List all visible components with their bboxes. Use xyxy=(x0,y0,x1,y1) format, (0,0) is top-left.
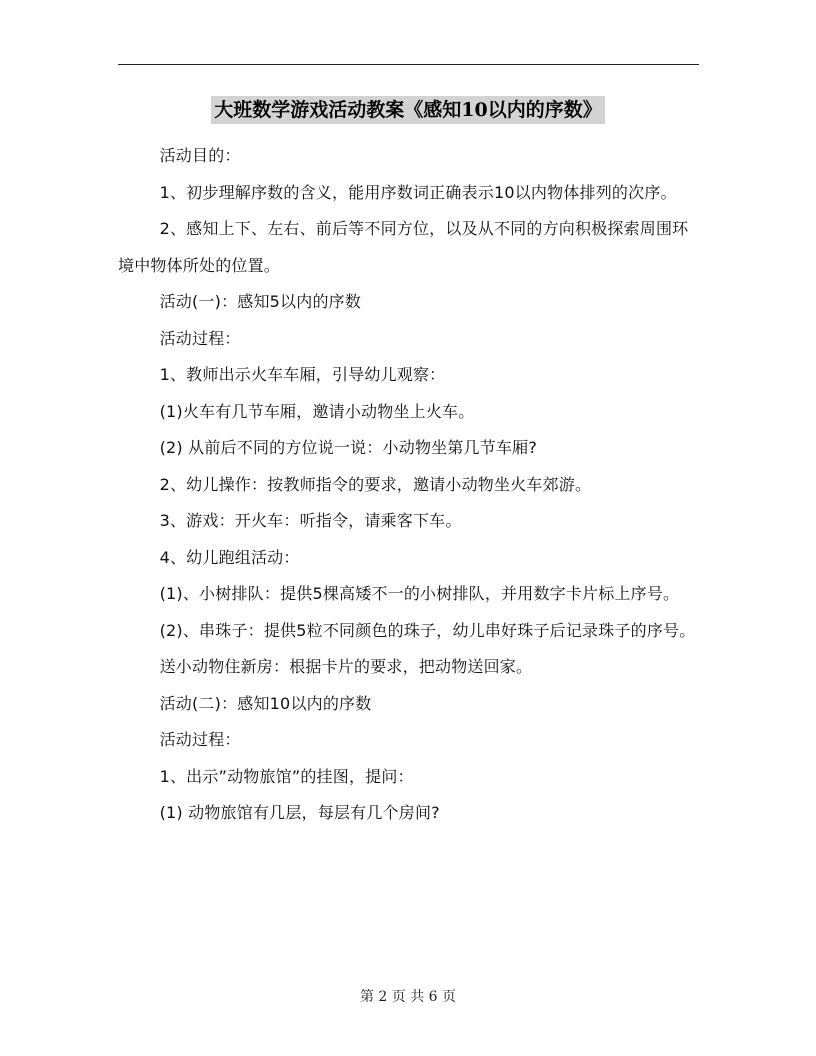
paragraph: 活动目的： xyxy=(159,146,241,165)
paragraph: 1、出示”动物旅馆”的挂图，提问： xyxy=(159,766,414,786)
paragraph: 活动过程： xyxy=(159,730,241,749)
paragraph: 2、感知上下、左右、前后等不同方位，以及从不同的方向积极探索周围环境中物体所处的位置。 xyxy=(118,219,689,275)
paragraph: 活动过程： xyxy=(159,328,241,348)
paragraph: 送小动物住新房：根据卡片的要求，把动物送回家。 xyxy=(159,657,533,676)
title-block xyxy=(0,96,816,124)
document-body xyxy=(118,138,699,832)
paragraph: (1)火车有几节车厢，邀请小动物坐上火车。 xyxy=(159,401,475,421)
paragraph: 1、教师出示火车车厢，引导幼儿观察： xyxy=(159,365,446,384)
page-number-footer: 第 2 页 共 6 页 xyxy=(359,989,457,1005)
header-rule xyxy=(118,64,699,65)
paragraph: (1)、小树排队：提供5棵高矮不一的小树排队，并用数字卡片标上序号。 xyxy=(159,584,680,603)
paragraph: 1、初步理解序数的含义，能用序数词正确表示10以内物体排列的次序。 xyxy=(159,182,677,202)
document-title: 大班数学游戏活动教案《感知10以内的序数》 xyxy=(211,96,604,124)
paragraph: (2) 从前后不同的方位说一说：小动物坐第几节车厢? xyxy=(159,438,538,457)
paragraph: 活动(二)：感知10以内的序数 xyxy=(159,693,372,713)
paragraph: (2)、串珠子：提供5粒不同颜色的珠子，幼儿串好珠子后记录珠子的序号。 xyxy=(159,620,696,640)
paragraph: 3、游戏：开火车：听指令，请乘客下车。 xyxy=(159,511,462,530)
paragraph: 活动(一)：感知5以内的序数 xyxy=(159,292,362,311)
paragraph: 4、幼儿跑组活动： xyxy=(159,547,300,567)
paragraph: 2、幼儿操作：按教师指令的要求，邀请小动物坐火车郊游。 xyxy=(159,474,592,494)
paragraph: (1) 动物旅馆有几层，每层有几个房间? xyxy=(159,803,440,822)
